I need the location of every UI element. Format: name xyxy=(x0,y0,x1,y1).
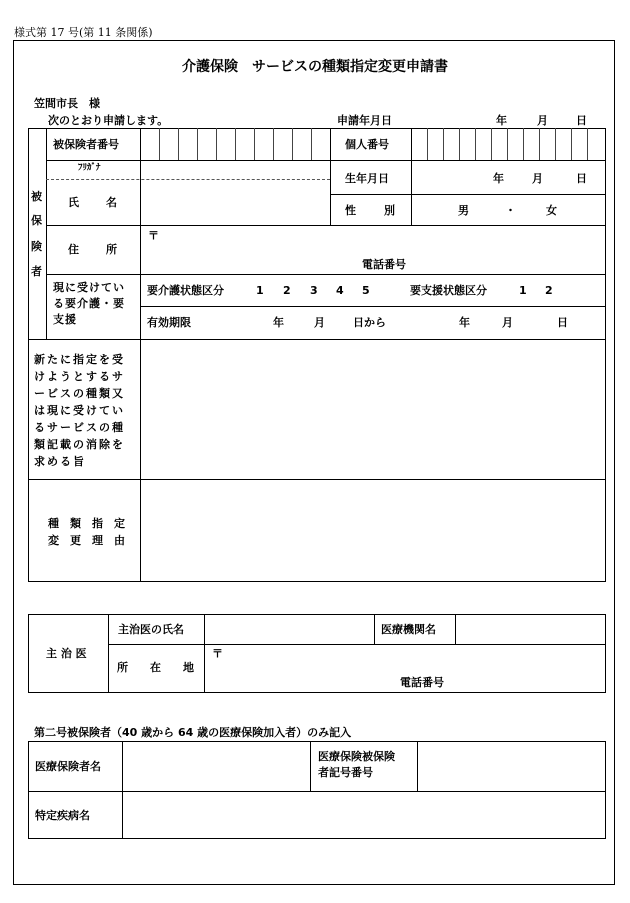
insurance-number-label: 医療保険被保険 者記号番号 xyxy=(318,750,395,779)
doctor-phone-label: 電話番号 xyxy=(400,676,444,689)
sex-male: 男 xyxy=(458,204,469,217)
birth-year: 年 xyxy=(493,172,504,185)
support-level-type-label: 要支援状態区分 xyxy=(410,284,487,297)
sex-female: 女 xyxy=(546,204,557,217)
application-date-month: 月 xyxy=(537,114,548,127)
change-reason-label: 種 類 指 定 変 更 理 由 xyxy=(48,517,125,547)
insured-side-label-4: 者 xyxy=(31,265,42,278)
birth-day: 日 xyxy=(576,172,587,185)
validity-to-day: 日 xyxy=(557,316,568,329)
application-date-year: 年 xyxy=(496,114,507,127)
service-change-label: 新たに指定を受 けようとするサ ービスの種類又 は現に受けてい るサービスの種 類記載の消除を 求める旨 xyxy=(34,353,125,468)
furigana-label: ﾌﾘｶﾞﾅ xyxy=(78,163,101,173)
application-date-label: 申請年月日 xyxy=(337,114,392,127)
intro-text: 次のとおり申請します。 xyxy=(48,114,169,127)
name-label-2: 名 xyxy=(106,196,117,209)
postal-mark: 〒 xyxy=(148,229,159,242)
address-label-2: 所 xyxy=(106,243,117,256)
doctor-postal-mark: 〒 xyxy=(212,647,223,660)
page-title: 介護保険 サービスの種類指定変更申請書 xyxy=(182,59,448,75)
insured-side-label-1: 被 xyxy=(31,190,42,203)
insured-side-label-2: 保 xyxy=(31,214,42,227)
form-number: 様式第 17 号(第 11 条関係) xyxy=(14,26,153,39)
sex-label-1: 性 xyxy=(345,204,356,217)
address-label-1: 住 xyxy=(68,243,79,256)
insured-number-label: 被保険者番号 xyxy=(53,138,119,151)
care-level-option-1: 1 xyxy=(256,284,264,297)
personal-number-label: 個人番号 xyxy=(345,138,389,151)
doctor-side-label: 主 治 医 xyxy=(46,647,87,660)
validity-from-day: 日から xyxy=(353,316,386,329)
location-label-1: 所 xyxy=(117,661,128,674)
validity-to-month: 月 xyxy=(502,316,513,329)
care-level-option-4: 4 xyxy=(336,284,344,297)
insurer-name-label: 医療保険者名 xyxy=(35,760,101,773)
validity-to-year: 年 xyxy=(459,316,470,329)
name-label-1: 氏 xyxy=(68,196,79,209)
support-level-option-1: 1 xyxy=(519,284,527,297)
specific-disease-label: 特定疾病名 xyxy=(35,809,90,822)
validity-from-month: 月 xyxy=(314,316,325,329)
secondary-heading: 第二号被保険者（40 歳から 64 歳の医療保険加入者）のみ記入 xyxy=(34,726,352,739)
birth-month: 月 xyxy=(532,172,543,185)
care-level-option-3: 3 xyxy=(310,284,318,297)
secondary-table xyxy=(28,741,606,839)
location-label-3: 地 xyxy=(183,661,194,674)
phone-label: 電話番号 xyxy=(362,258,406,271)
care-level-option-2: 2 xyxy=(283,284,291,297)
sex-label-2: 別 xyxy=(384,204,395,217)
insured-side-label-3: 険 xyxy=(31,240,42,253)
addressee: 笠間市長 様 xyxy=(34,97,100,110)
validity-label: 有効期限 xyxy=(147,316,191,329)
sex-separator: ・ xyxy=(505,204,516,217)
location-label-2: 在 xyxy=(150,661,161,674)
doctor-table xyxy=(28,614,606,693)
doctor-name-label: 主治医の氏名 xyxy=(118,623,184,636)
support-level-option-2: 2 xyxy=(545,284,553,297)
application-date-day: 日 xyxy=(576,114,587,127)
validity-from-year: 年 xyxy=(273,316,284,329)
institution-label: 医療機関名 xyxy=(381,623,436,636)
care-level-type-label: 要介護状態区分 xyxy=(147,284,224,297)
care-level-option-5: 5 xyxy=(362,284,370,297)
care-level-label: 現に受けてい る要介護・要 支援 xyxy=(53,281,125,326)
birth-date-label: 生年月日 xyxy=(345,172,389,185)
